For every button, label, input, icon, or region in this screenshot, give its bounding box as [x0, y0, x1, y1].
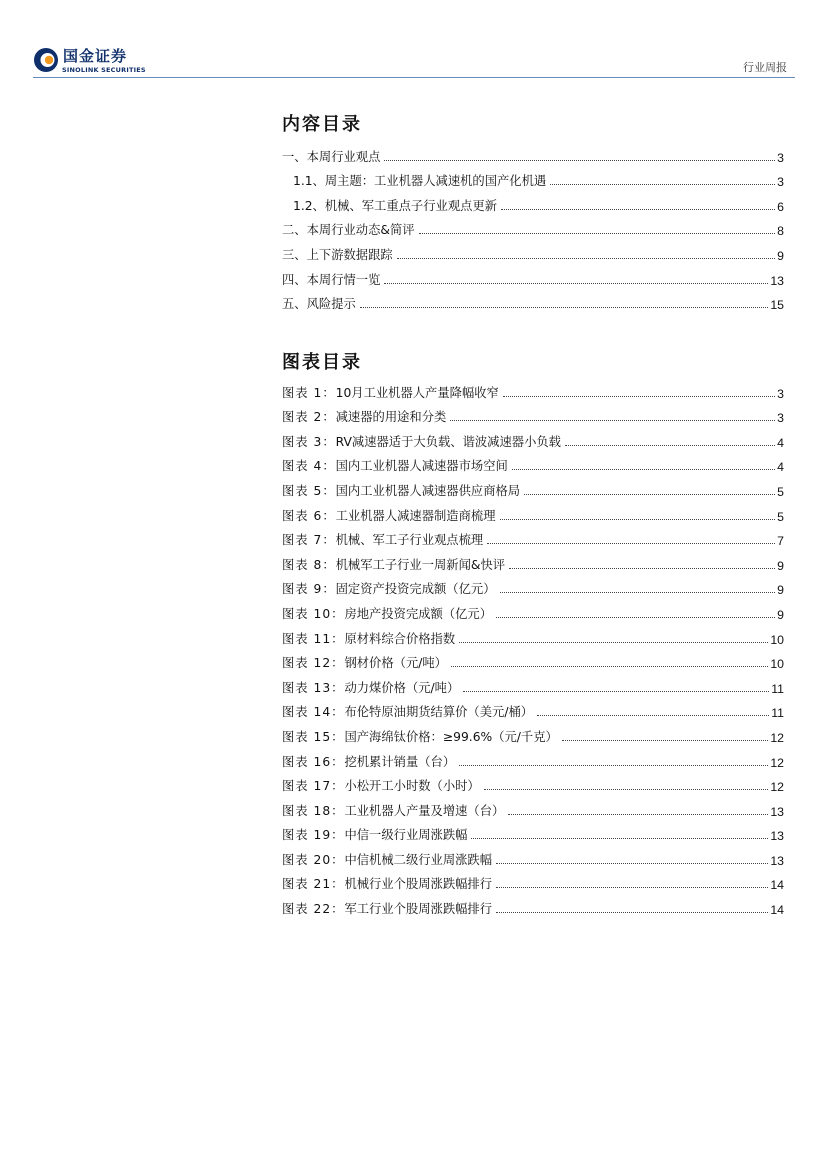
toc-item[interactable]: 二、本周行业动态&简评 8	[282, 223, 784, 239]
page-number: 12	[770, 730, 784, 745]
page-number: 3	[777, 411, 784, 426]
toc-item[interactable]: 一、本周行业观点 3	[282, 149, 784, 165]
report-type-label: 行业周报	[743, 61, 787, 74]
dot-leader	[484, 789, 769, 790]
dot-leader	[550, 184, 775, 185]
figure-item[interactable]: 图表 9：固定资产投资完成额（亿元） 9	[282, 582, 784, 598]
toc-item[interactable]: 1.2、机械、军工重点子行业观点更新 6	[293, 198, 784, 214]
company-logo	[33, 47, 153, 77]
page-number: 13	[770, 829, 784, 844]
toc-item[interactable]: 1.1、周主题：工业机器人减速机的国产化机遇 3	[293, 174, 784, 190]
toc-item[interactable]: 三、上下游数据跟踪 9	[282, 247, 784, 263]
figure-item[interactable]: 图表 17：小松开工小时数（小时） 12	[282, 779, 784, 795]
dot-leader	[463, 691, 769, 692]
dot-leader	[501, 209, 775, 210]
figure-item[interactable]: 图表 13：动力煤价格（元/吨） 11	[282, 680, 784, 696]
figure-item[interactable]: 图表 16：挖机累计销量（台） 12	[282, 754, 784, 770]
dot-leader	[500, 519, 776, 520]
figures-list	[282, 376, 784, 917]
dot-leader	[512, 469, 775, 470]
dot-leader	[384, 283, 768, 284]
dot-leader	[419, 233, 776, 234]
page-number: 3	[777, 386, 784, 401]
figure-item[interactable]: 图表 10：房地产投资完成额（亿元） 9	[282, 606, 784, 622]
figure-item[interactable]: 图表 22：军工行业个股周涨跌幅排行 14	[282, 902, 784, 918]
figure-item[interactable]: 图表 21：机械行业个股周涨跌幅排行 14	[282, 877, 784, 893]
page-header	[0, 0, 827, 80]
page-number: 13	[770, 273, 784, 288]
dot-leader	[496, 887, 768, 888]
figure-item[interactable]: 图表 14：布伦特原油期货结算价（美元/桶） 11	[282, 705, 784, 721]
contents-title: 内容目录	[282, 114, 362, 135]
figure-item[interactable]: 图表 20：中信机械二级行业周涨跌幅 13	[282, 852, 784, 868]
dot-leader	[496, 863, 768, 864]
page-number: 14	[770, 903, 784, 918]
dot-leader	[397, 258, 775, 259]
dot-leader	[450, 420, 775, 421]
dot-leader	[562, 740, 768, 741]
figure-item[interactable]: 图表 3：RV减速器适于大负载、谐波减速器小负载 4	[282, 434, 784, 450]
dot-leader	[459, 642, 768, 643]
dot-leader	[384, 160, 775, 161]
page-number: 13	[770, 853, 784, 868]
dot-leader	[509, 568, 775, 569]
page-number: 7	[777, 534, 784, 549]
page-number: 8	[777, 224, 784, 239]
page-number: 4	[777, 435, 784, 450]
toc-item[interactable]: 五、风险提示 15	[282, 297, 784, 313]
page-number: 11	[771, 706, 784, 721]
header-divider	[33, 77, 795, 78]
logo-chinese-name: 国金证券	[63, 47, 128, 65]
dot-leader	[487, 543, 775, 544]
figure-item[interactable]: 图表 11：原材料综合价格指数 10	[282, 631, 784, 647]
dot-leader	[537, 715, 769, 716]
figure-item[interactable]: 图表 2：减速器的用途和分类 3	[282, 410, 784, 426]
figures-title: 图表目录	[282, 352, 362, 373]
figure-item[interactable]: 图表 7：机械、军工子行业观点梳理 7	[282, 533, 784, 549]
figure-item[interactable]: 图表 6：工业机器人减速器制造商梳理 5	[282, 508, 784, 524]
dot-leader	[471, 838, 768, 839]
figure-item[interactable]: 图表 5：国内工业机器人减速器供应商格局 5	[282, 483, 784, 499]
page-number: 13	[770, 804, 784, 819]
sinolink-logo-icon	[33, 47, 59, 73]
page-number: 9	[777, 558, 784, 573]
dot-leader	[565, 445, 775, 446]
page-number: 12	[770, 780, 784, 795]
dot-leader	[451, 666, 768, 667]
logo-english-name: SINOLINK SECURITIES	[62, 66, 146, 74]
figure-item[interactable]: 图表 1：10月工业机器人产量降幅收窄 3	[282, 385, 784, 401]
figure-item[interactable]: 图表 4：国内工业机器人减速器市场空间 4	[282, 459, 784, 475]
dot-leader	[459, 765, 768, 766]
page-number: 4	[777, 460, 784, 475]
figure-item[interactable]: 图表 19：中信一级行业周涨跌幅 13	[282, 828, 784, 844]
page-number: 9	[777, 583, 784, 598]
figure-item[interactable]: 图表 12：钢材价格（元/吨） 10	[282, 656, 784, 672]
page-number: 5	[777, 509, 784, 524]
page-number: 10	[770, 632, 784, 647]
page-number: 9	[777, 607, 784, 622]
figure-item[interactable]: 图表 18：工业机器人产量及增速（台） 13	[282, 803, 784, 819]
page-number: 10	[770, 657, 784, 672]
dot-leader	[496, 912, 768, 913]
page-number: 12	[770, 755, 784, 770]
dot-leader	[360, 307, 769, 308]
figure-item[interactable]: 图表 15：国产海绵钛价格：≥99.6%（元/千克） 12	[282, 729, 784, 745]
dot-leader	[500, 592, 776, 593]
page-number: 6	[777, 199, 784, 214]
page-number: 14	[770, 878, 784, 893]
page-number: 3	[777, 150, 784, 165]
dot-leader	[524, 494, 775, 495]
dot-leader	[503, 396, 775, 397]
page-number: 15	[770, 298, 784, 313]
dot-leader	[496, 617, 775, 618]
page-number: 9	[777, 248, 784, 263]
page-number: 3	[777, 175, 784, 190]
page-number: 11	[771, 681, 784, 696]
dot-leader	[508, 814, 768, 815]
figure-item[interactable]: 图表 8：机械军工子行业一周新闻&快评 9	[282, 557, 784, 573]
contents-list	[282, 140, 784, 312]
toc-item[interactable]: 四、本周行情一览 13	[282, 272, 784, 288]
page-number: 5	[777, 484, 784, 499]
